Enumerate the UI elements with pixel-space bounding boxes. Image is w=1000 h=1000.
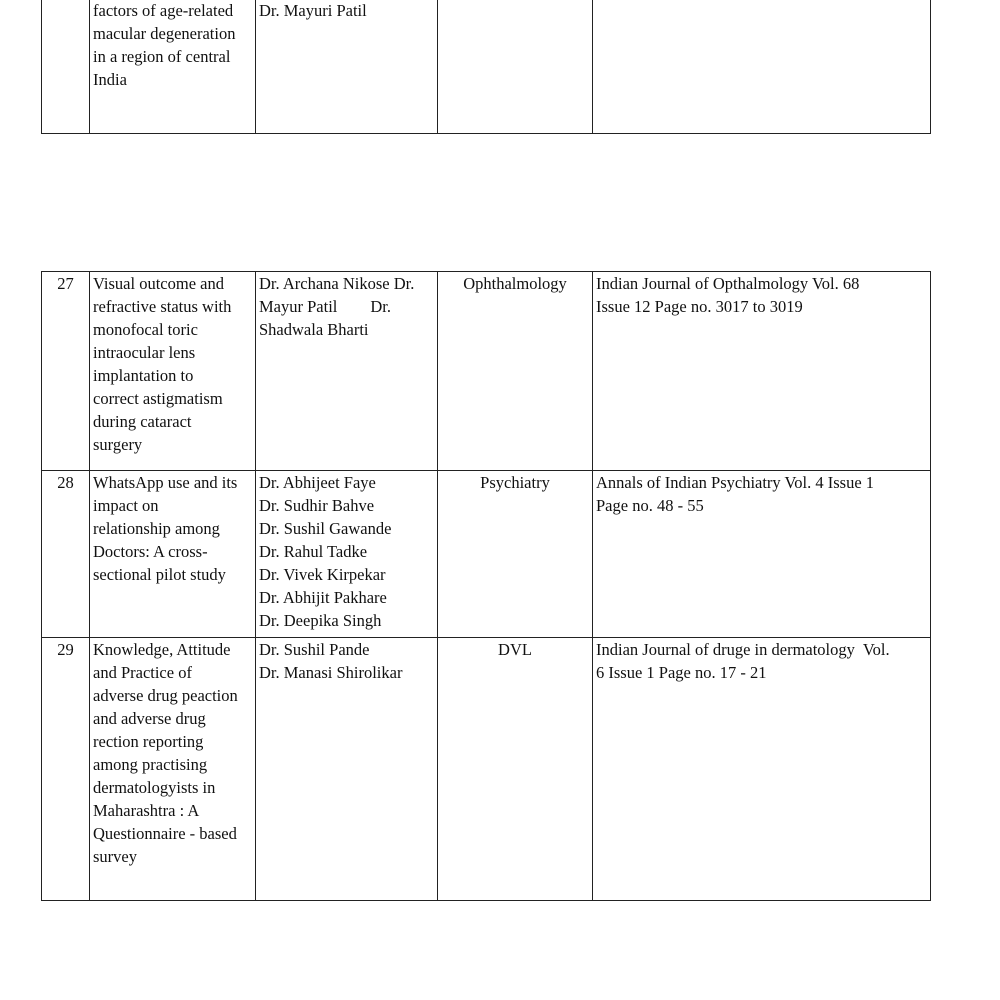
title-line: sectional pilot study (93, 565, 226, 584)
journal-cell (593, 638, 931, 901)
department-cell: DVL (438, 638, 593, 901)
title-line: Questionnaire - based (93, 824, 237, 843)
title-line: correct astigmatism (93, 389, 223, 408)
title-line: relationship among (93, 519, 220, 538)
title-line: Visual outcome and (93, 274, 224, 293)
serial-number-cell: 27 (42, 272, 90, 471)
title-line: adverse drug peaction (93, 686, 238, 705)
title-line: survey (93, 847, 137, 866)
authors-cell (256, 471, 438, 638)
paper-title-cell (90, 0, 256, 134)
table-row (42, 638, 931, 901)
title-line: India (93, 70, 127, 89)
author-line: Dr. Rahul Tadke (259, 542, 368, 561)
serial-number-cell: 29 (42, 638, 90, 901)
title-line: refractive status with (93, 297, 232, 316)
table-row (42, 471, 931, 638)
table-row (42, 272, 931, 471)
authors-cell (256, 272, 438, 471)
journal-cell (593, 272, 931, 471)
publications-table (41, 271, 931, 901)
serial-number-cell (42, 0, 90, 134)
title-line: macular degeneration (93, 24, 236, 43)
paper-title-cell (90, 471, 256, 638)
journal-line: 6 Issue 1 Page no. 17 - 21 (596, 663, 767, 682)
title-line: WhatsApp use and its (93, 473, 238, 492)
title-line: and Practice of (93, 663, 192, 682)
author-line: Dr. Sushil Gawande (259, 519, 392, 538)
title-line: and adverse drug (93, 709, 206, 728)
author-line: Mayur Patil Dr. (259, 297, 391, 316)
title-line: impact on (93, 496, 159, 515)
author-line: Dr. Mayuri Patil (259, 1, 367, 20)
department-cell (438, 0, 593, 134)
title-line: surgery (93, 435, 143, 454)
table-row (42, 0, 931, 134)
author-line: Dr. Abhijeet Faye (259, 473, 376, 492)
author-line: Shadwala Bharti (259, 320, 369, 339)
authors-cell (256, 0, 438, 134)
journal-line: Page no. 48 - 55 (596, 496, 704, 515)
journal-cell (593, 471, 931, 638)
title-line: rection reporting (93, 732, 204, 751)
author-line: Dr. Sudhir Bahve (259, 496, 375, 515)
title-line: Doctors: A cross- (93, 542, 208, 561)
title-line: dermatologyists in (93, 778, 216, 797)
author-line: Dr. Abhijit Pakhare (259, 588, 387, 607)
serial-number-cell: 28 (42, 471, 90, 638)
department-cell: Ophthalmology (438, 272, 593, 471)
title-line: monofocal toric (93, 320, 198, 339)
title-line: intraocular lens (93, 343, 196, 362)
title-line: in a region of central (93, 47, 231, 66)
department-cell: Psychiatry (438, 471, 593, 638)
author-line: Dr. Vivek Kirpekar (259, 565, 386, 584)
author-line: Dr. Manasi Shirolikar (259, 663, 403, 682)
author-line: Dr. Sushil Pande (259, 640, 370, 659)
author-line: Dr. Deepika Singh (259, 611, 382, 630)
journal-line: Indian Journal of Opthalmology Vol. 68 (596, 274, 860, 293)
authors-cell (256, 638, 438, 901)
publications-table-continued (41, 0, 931, 134)
journal-line: Indian Journal of druge in dermatology Vol. (596, 640, 890, 659)
title-line: Knowledge, Attitude (93, 640, 231, 659)
paper-title-cell (90, 638, 256, 901)
paper-title-cell (90, 272, 256, 471)
title-line: among practising (93, 755, 208, 774)
title-line: factors of age-related (93, 1, 234, 20)
journal-line: Annals of Indian Psychiatry Vol. 4 Issue 1 (596, 473, 875, 492)
author-line: Dr. Archana Nikose Dr. (259, 274, 415, 293)
journal-cell (593, 0, 931, 134)
title-line: implantation to (93, 366, 194, 385)
journal-line: Issue 12 Page no. 3017 to 3019 (596, 297, 803, 316)
title-line: during cataract (93, 412, 192, 431)
title-line: Maharashtra : A (93, 801, 200, 820)
